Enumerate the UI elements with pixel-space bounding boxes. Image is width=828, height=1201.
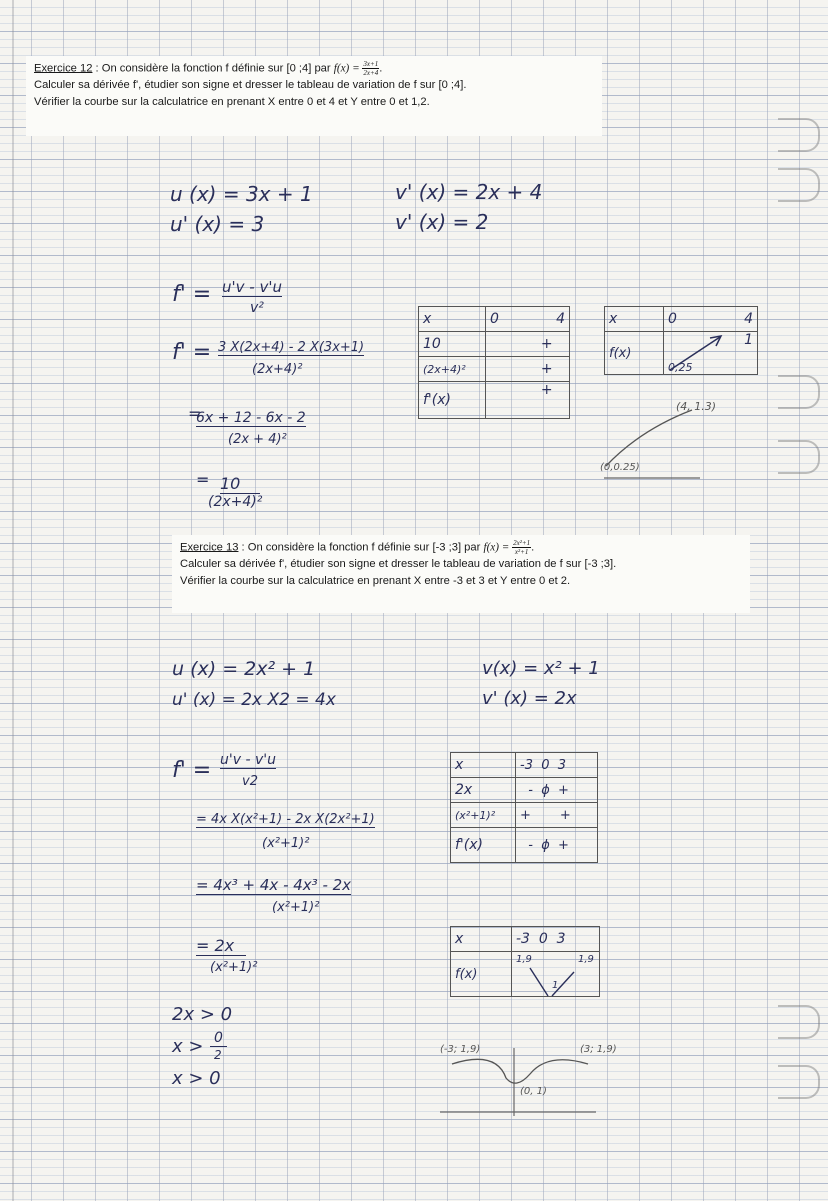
hw12-graph-point-end: (4, 1.3) [676, 400, 717, 413]
hw12-fprime-lhs: f' = [172, 282, 212, 307]
table-row: x -3 0 3 [451, 927, 600, 952]
table-row: x -3 0 3 [451, 753, 598, 778]
hw12-result-den: (2x+4)² [208, 494, 263, 510]
hw12-result-num: 10 [220, 474, 260, 494]
hw13-step3-num: = 4x³ + 4x - 4x³ - 2x [196, 876, 352, 894]
hw13-inequality-3: x > 0 [172, 1068, 221, 1089]
exercise-13-label: Exercice 13 [180, 541, 239, 554]
exercise-13-fraction: $\frac{\text{2x²+1}}{\text{x²+1}}$ [513, 539, 531, 556]
hw13-u-prime: u' (x) = 2x X2 = 4x [172, 690, 336, 710]
hw12-step3-den: (2x + 4)² [228, 432, 287, 447]
hw13-graph-point-right: (3; 1,9) [580, 1044, 617, 1055]
exercise-12-line1: Exercice 12 : On considère la fonction f définie sur [0 ;4] par f(x) = $\frac{3x+1}{2x+4}$ . [34, 60, 383, 77]
hw13-v: v(x) = x² + 1 [482, 658, 600, 679]
hw12-formula-num: u'v - v'u [222, 278, 282, 296]
hw13-inequality-2-den: 2 [214, 1048, 222, 1062]
hw12-step2-num: 3 X(2x+4) - 2 X(3x+1) [218, 340, 365, 355]
hw13-step2-den: (x²+1)² [262, 836, 310, 851]
hw12-eq-2: = [196, 470, 210, 489]
hw13-formula-den: v2 [242, 774, 258, 789]
hw13-result-den: (x²+1)² [210, 960, 258, 975]
hw13-result-num: = 2x [196, 936, 246, 956]
hw12-v-prime: v' (x) = 2 [395, 210, 489, 234]
table-row: x 0 4 [605, 307, 758, 332]
hw12-step3-num: 6x + 12 - 6x - 2 [196, 410, 306, 426]
table-row: f(x) 0,25 1 [605, 332, 758, 375]
hw12-fprime-lhs-2: f' = [172, 340, 212, 365]
hw13-graph-point-min: (0, 1) [520, 1086, 547, 1097]
hw12-step2-den: (2x+4)² [252, 362, 303, 377]
exercise-12-fraction: $\frac{3x+1}{2x+4}$ [363, 60, 379, 77]
hw13-increase-arrow [552, 972, 574, 996]
hw12-formula-den: v² [250, 300, 264, 316]
table-row: f'(x) + [419, 382, 570, 419]
hw12-graph-point-start: (0,0.25) [600, 462, 640, 473]
exercise-13-line3: Vérifier la courbe sur la calculatrice en prenant X entre -3 et 3 et Y entre 0 et 2. [180, 575, 571, 588]
exercise-12-label: Exercice 12 [34, 62, 93, 75]
hw13-u: u (x) = 2x² + 1 [172, 658, 316, 680]
hw12-u-prime: u' (x) = 3 [170, 212, 265, 236]
exercise-13-line2: Calculer sa dérivée f', étudier son signe et dresser le tableau de variation de f sur [-3 ;3]. [180, 558, 617, 571]
hw13-formula-num: u'v - v'u [220, 752, 276, 768]
hw13-graph-curve [452, 1059, 588, 1083]
exercise-12-line3: Vérifier la courbe sur la calculatrice en prenant X entre 0 et 4 et Y entre 0 et 1,2. [34, 96, 430, 109]
table-row: 10 + [419, 332, 570, 357]
hw13-decrease-arrow [530, 968, 548, 996]
hw12-eq: = [188, 404, 202, 423]
table-row: f(x) 1,9 1 1,9 [451, 952, 600, 997]
hw12-v: v' (x) = 2x + 4 [395, 180, 543, 204]
table-row: (2x+4)² + [419, 357, 570, 382]
hw13-v-prime: v' (x) = 2x [482, 688, 577, 709]
hw13-inequality-2-num: 0 [210, 1030, 227, 1047]
hw13-fprime-lhs: f' = [172, 758, 212, 783]
hw13-variation-cell: 1,9 1 1,9 [512, 952, 600, 997]
table-row: f'(x) - ɸ + [451, 828, 598, 863]
hw13-inequality-2: x > [172, 1036, 204, 1057]
exercise-13-line1: Exercice 13 : On considère la fonction f définie sur [-3 ;3] par f(x) = $\frac{\text{2x²+1}}{\text{x²+1}}$ . [180, 539, 535, 556]
hw12-u: u (x) = 3x + 1 [170, 182, 313, 206]
hw13-graph-point-left: (-3; 1,9) [440, 1044, 481, 1055]
hw13-inequality-1: 2x > 0 [172, 1004, 233, 1025]
hw13-step3-den: (x²+1)² [272, 900, 320, 915]
table-row: (x²+1)² + + [451, 803, 598, 828]
table-row: 2x - ɸ + [451, 778, 598, 803]
exercise-12-line2: Calculer sa dérivée f', étudier son signe et dresser le tableau de variation de f sur [0 ;4]. [34, 79, 467, 92]
table-row: x 0 4 [419, 307, 570, 332]
hw13-step2-num: = 4x X(x²+1) - 2x X(2x²+1) [196, 812, 375, 827]
